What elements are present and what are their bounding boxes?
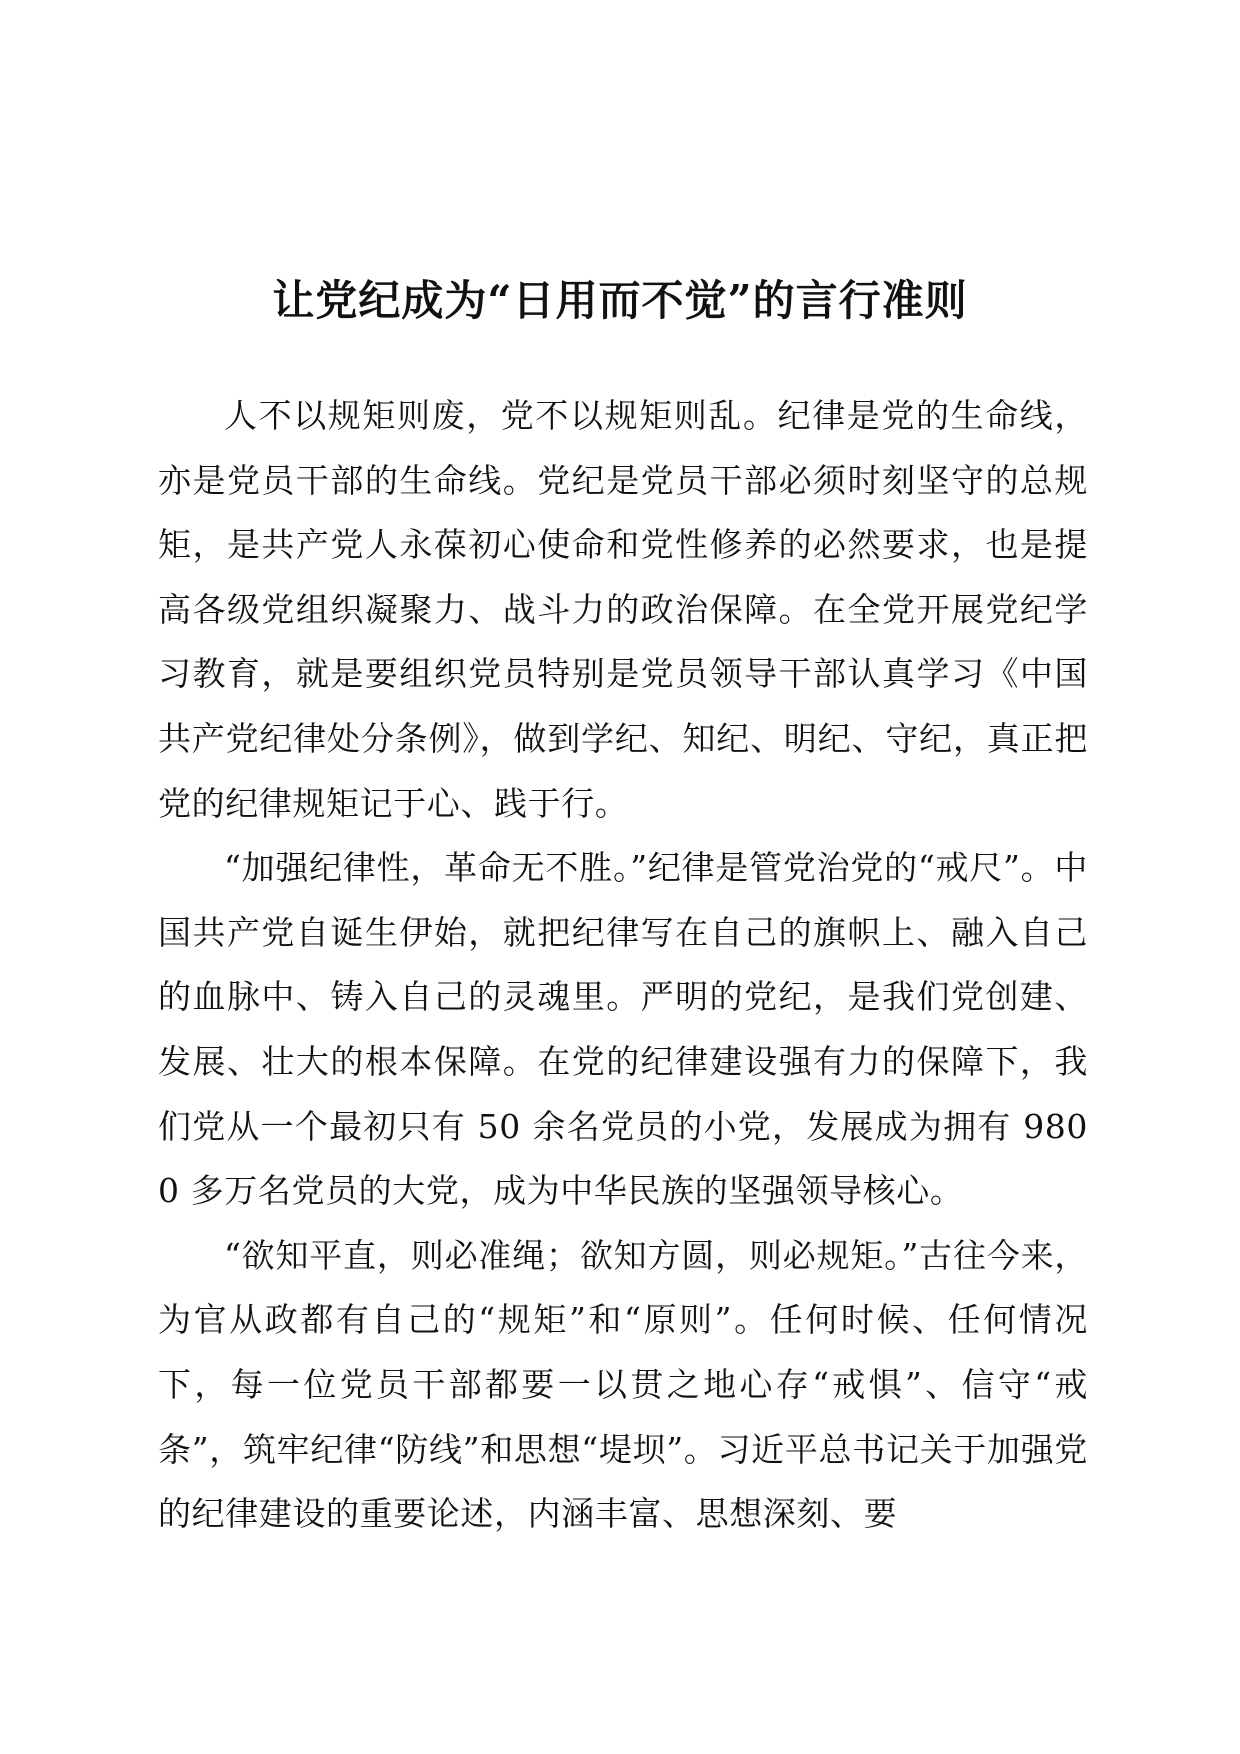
paragraph-2: “加强纪律性，革命无不胜。”纪律是管党治党的“戒尺”。中国共产党自诞生伊始，就把纪律写在自己的旗帜上、融入自己的血脉中、铸入自己的灵魂里。严明的党纪，是我们党创建、发展、壮大的根本保障。在党的纪律建设强有力的保障下，我们党从一个最初只有 50 余名党员的小党，发展成为拥有 9800 多万名党员的大党，成为中华民族的坚强领导核心。: [158, 848, 1088, 1211]
document-body: [158, 384, 1088, 1547]
paragraph-3: “欲知平直，则必准绳；欲知方圆，则必规矩。”古往今来，为官从政都有自己的“规矩”和“原则”。任何时候、任何情况下，每一位党员干部都要一以贯之地心存“戒惧”、信守“戒条”，筑牢纪律“防线”和思想“堤坝”。习近平总书记关于加强党的纪律建设的重要论述，内涵丰富、思想深刻、要: [158, 1235, 1088, 1534]
paragraph-1: 人不以规矩则废，党不以规矩则乱。纪律是党的生命线，亦是党员干部的生命线。党纪是党员干部必须时刻坚守的总规矩，是共产党人永葆初心使命和党性修养的必然要求，也是提高各级党组织凝聚力、战斗力的政治保障。在全党开展党纪学习教育，就是要组织党员特别是党员领导干部认真学习《中国共产党纪律处分条例》，做到学纪、知纪、明纪、守纪，真正把党的纪律规矩记于心、践于行。: [158, 396, 1088, 823]
document-title: 让党纪成为“日用而不觉”的言行准则: [272, 276, 968, 326]
